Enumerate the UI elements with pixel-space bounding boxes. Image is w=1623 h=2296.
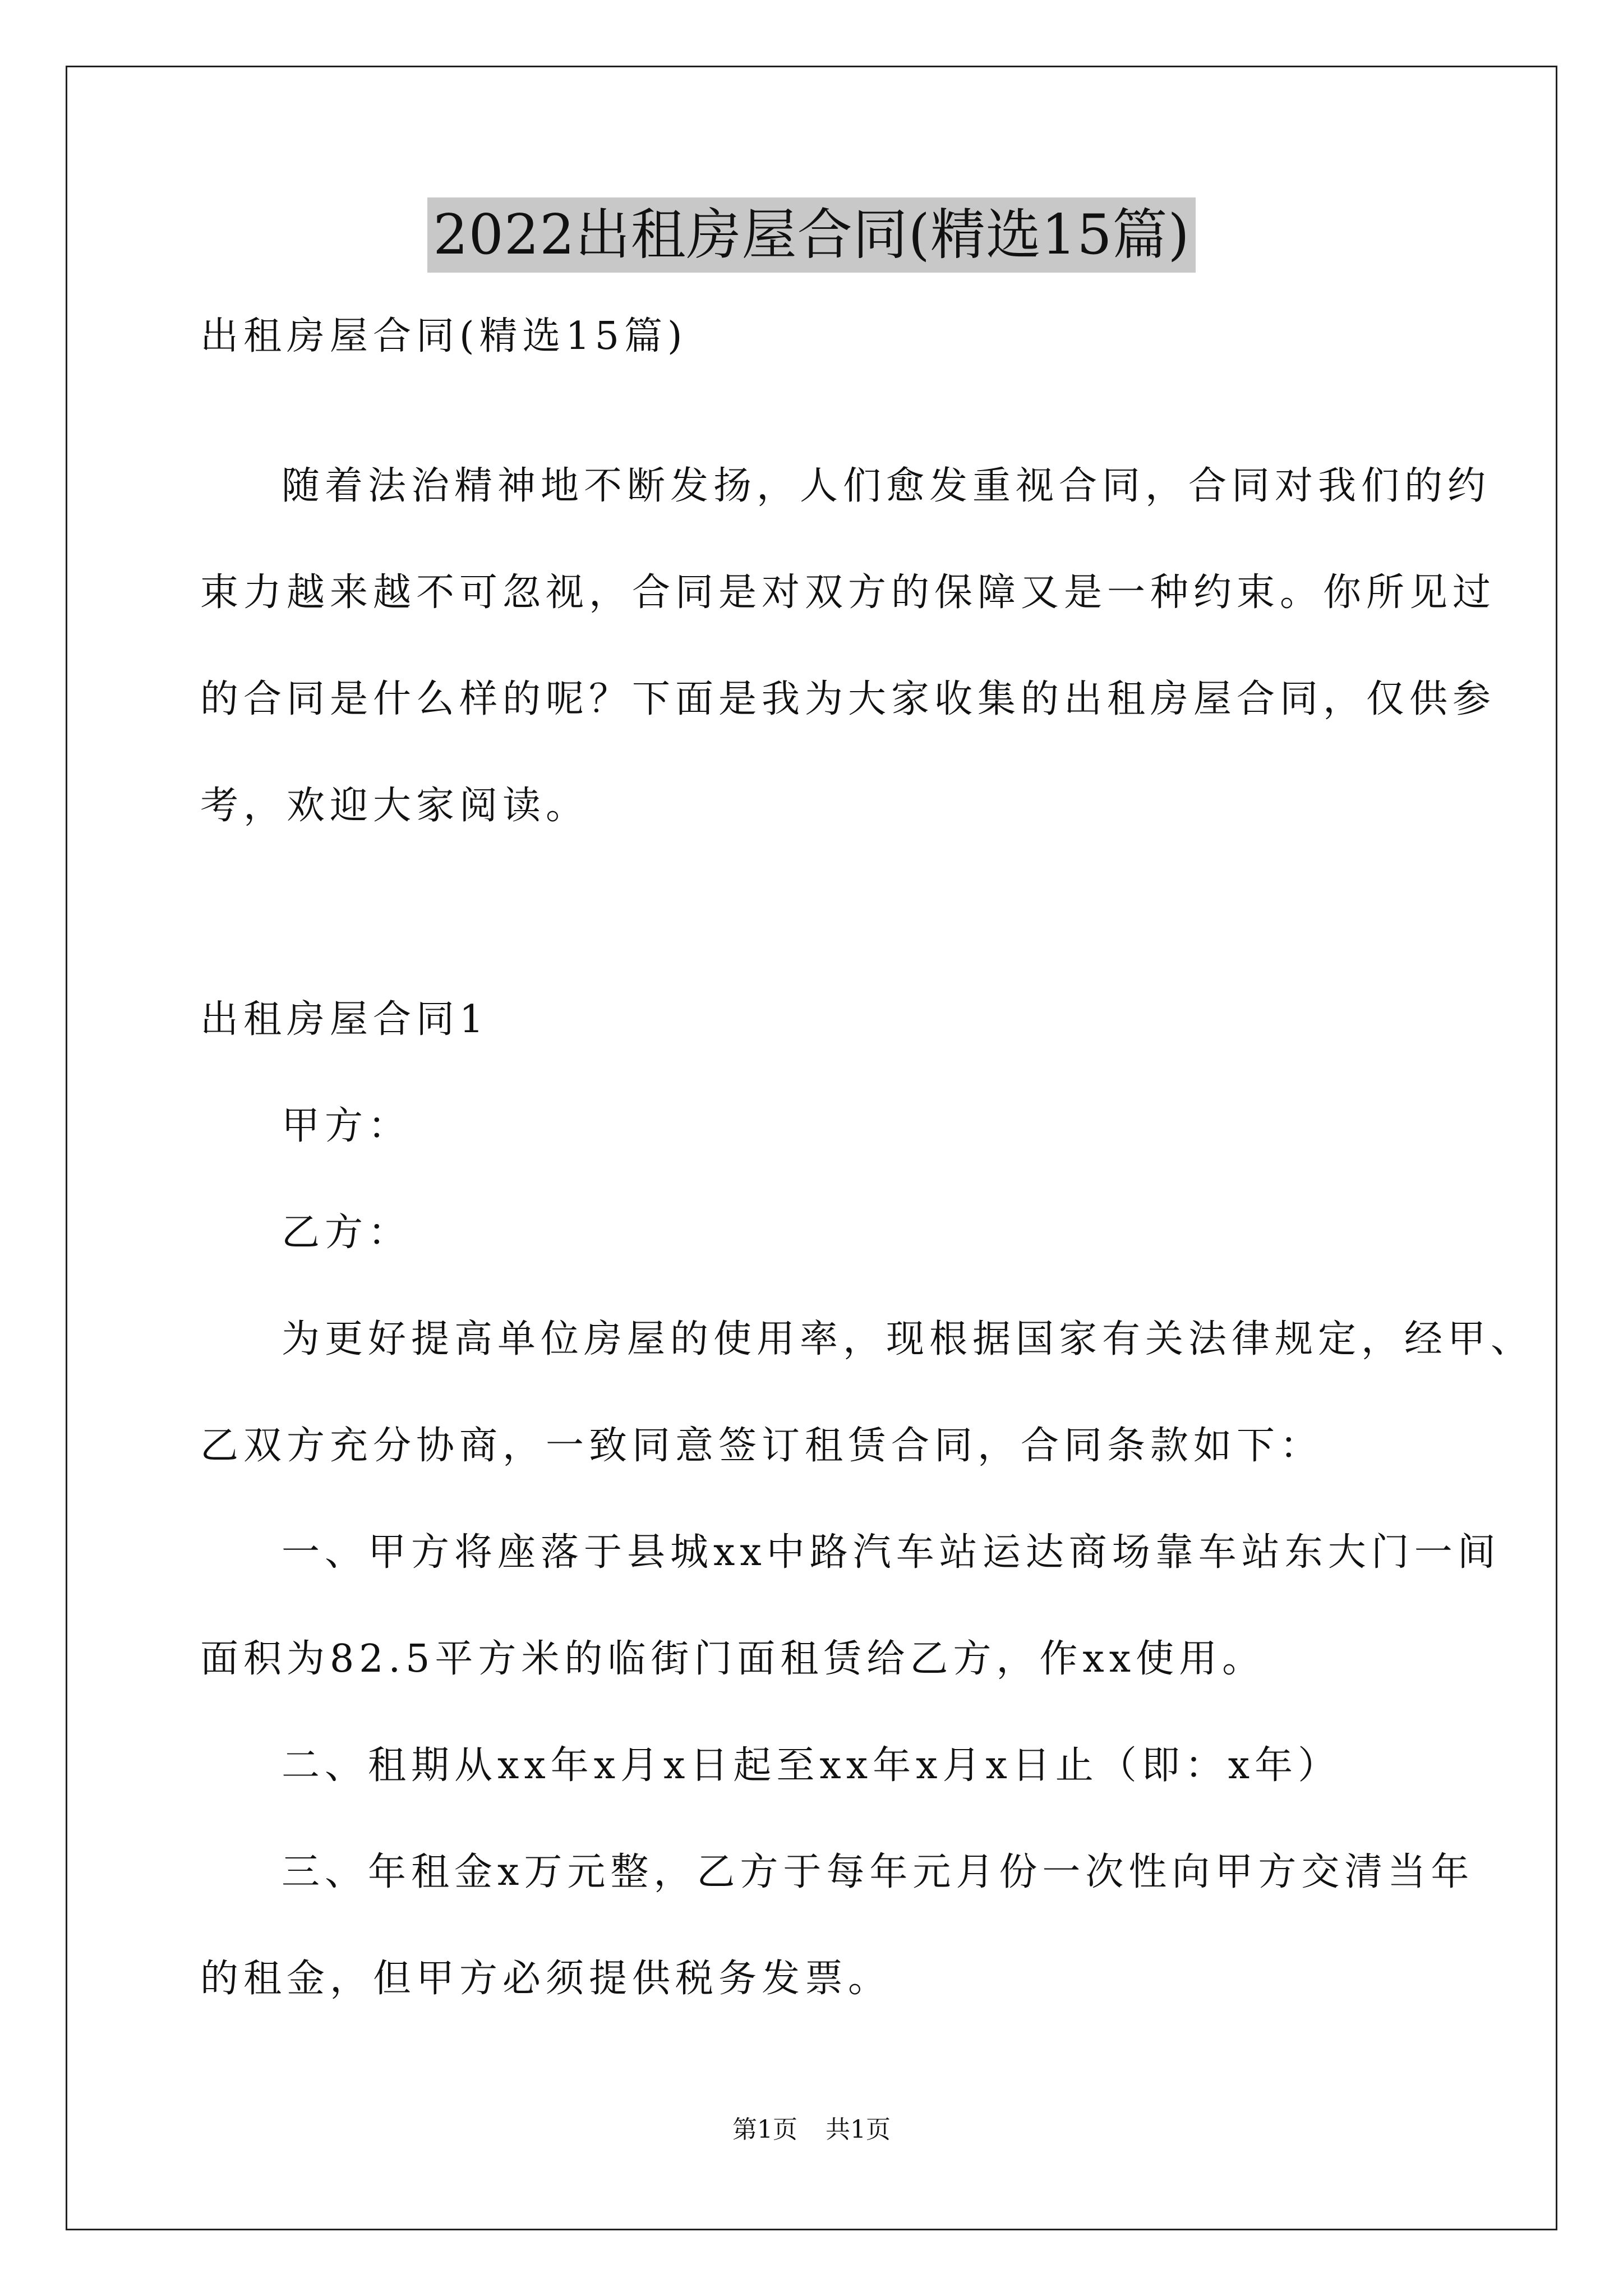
clause-1-line-1: 一、甲方将座落于县城xx中路汽车站运达商场靠车站东大门一间 [282,1530,1501,1575]
document-title: 2022出租房屋合同(精选15篇) [427,197,1196,273]
page-number: 第1页 [732,2115,797,2144]
preamble-line-1: 为更好提高单位房屋的使用率，现根据国家有关法律规定，经甲、 [282,1317,1534,1361]
party-a-label: 甲方： [282,1104,412,1148]
intro-line-2: 束力越来越不可忽视，合同是对双方的保障又是一种约束。你所见过 [200,570,1496,615]
party-b-label: 乙方： [282,1211,412,1255]
section-heading: 出租房屋合同1 [200,997,489,1042]
intro-line-3: 的合同是什么样的呢？下面是我为大家收集的出租房屋合同，仅供参 [200,677,1496,721]
clause-3-line-2: 的租金，但甲方必须提供税务发票。 [200,1957,892,2001]
clause-1-line-2: 面积为82.5平方米的临街门面租赁给乙方，作xx使用。 [200,1637,1266,1681]
intro-line-4: 考，欢迎大家阅读。 [200,784,589,828]
preamble-line-2: 乙双方充分协商，一致同意签订租赁合同，合同条款如下： [200,1424,1324,1468]
title-container [0,197,1623,273]
page-total: 共1页 [826,2115,891,2144]
page-footer [0,2113,1623,2147]
clause-2-line: 二、租期从xx年x月x日起至xx年x月x日止（即：x年） [282,1743,1341,1788]
intro-line-1: 随着法治精神地不断发扬，人们愈发重视合同，合同对我们的约 [282,464,1491,508]
document-subtitle: 出租房屋合同(精选15篇) [200,314,688,358]
clause-3-line-1: 三、年租金x万元整，乙方于每年元月份一次性向甲方交清当年 [282,1850,1474,1894]
